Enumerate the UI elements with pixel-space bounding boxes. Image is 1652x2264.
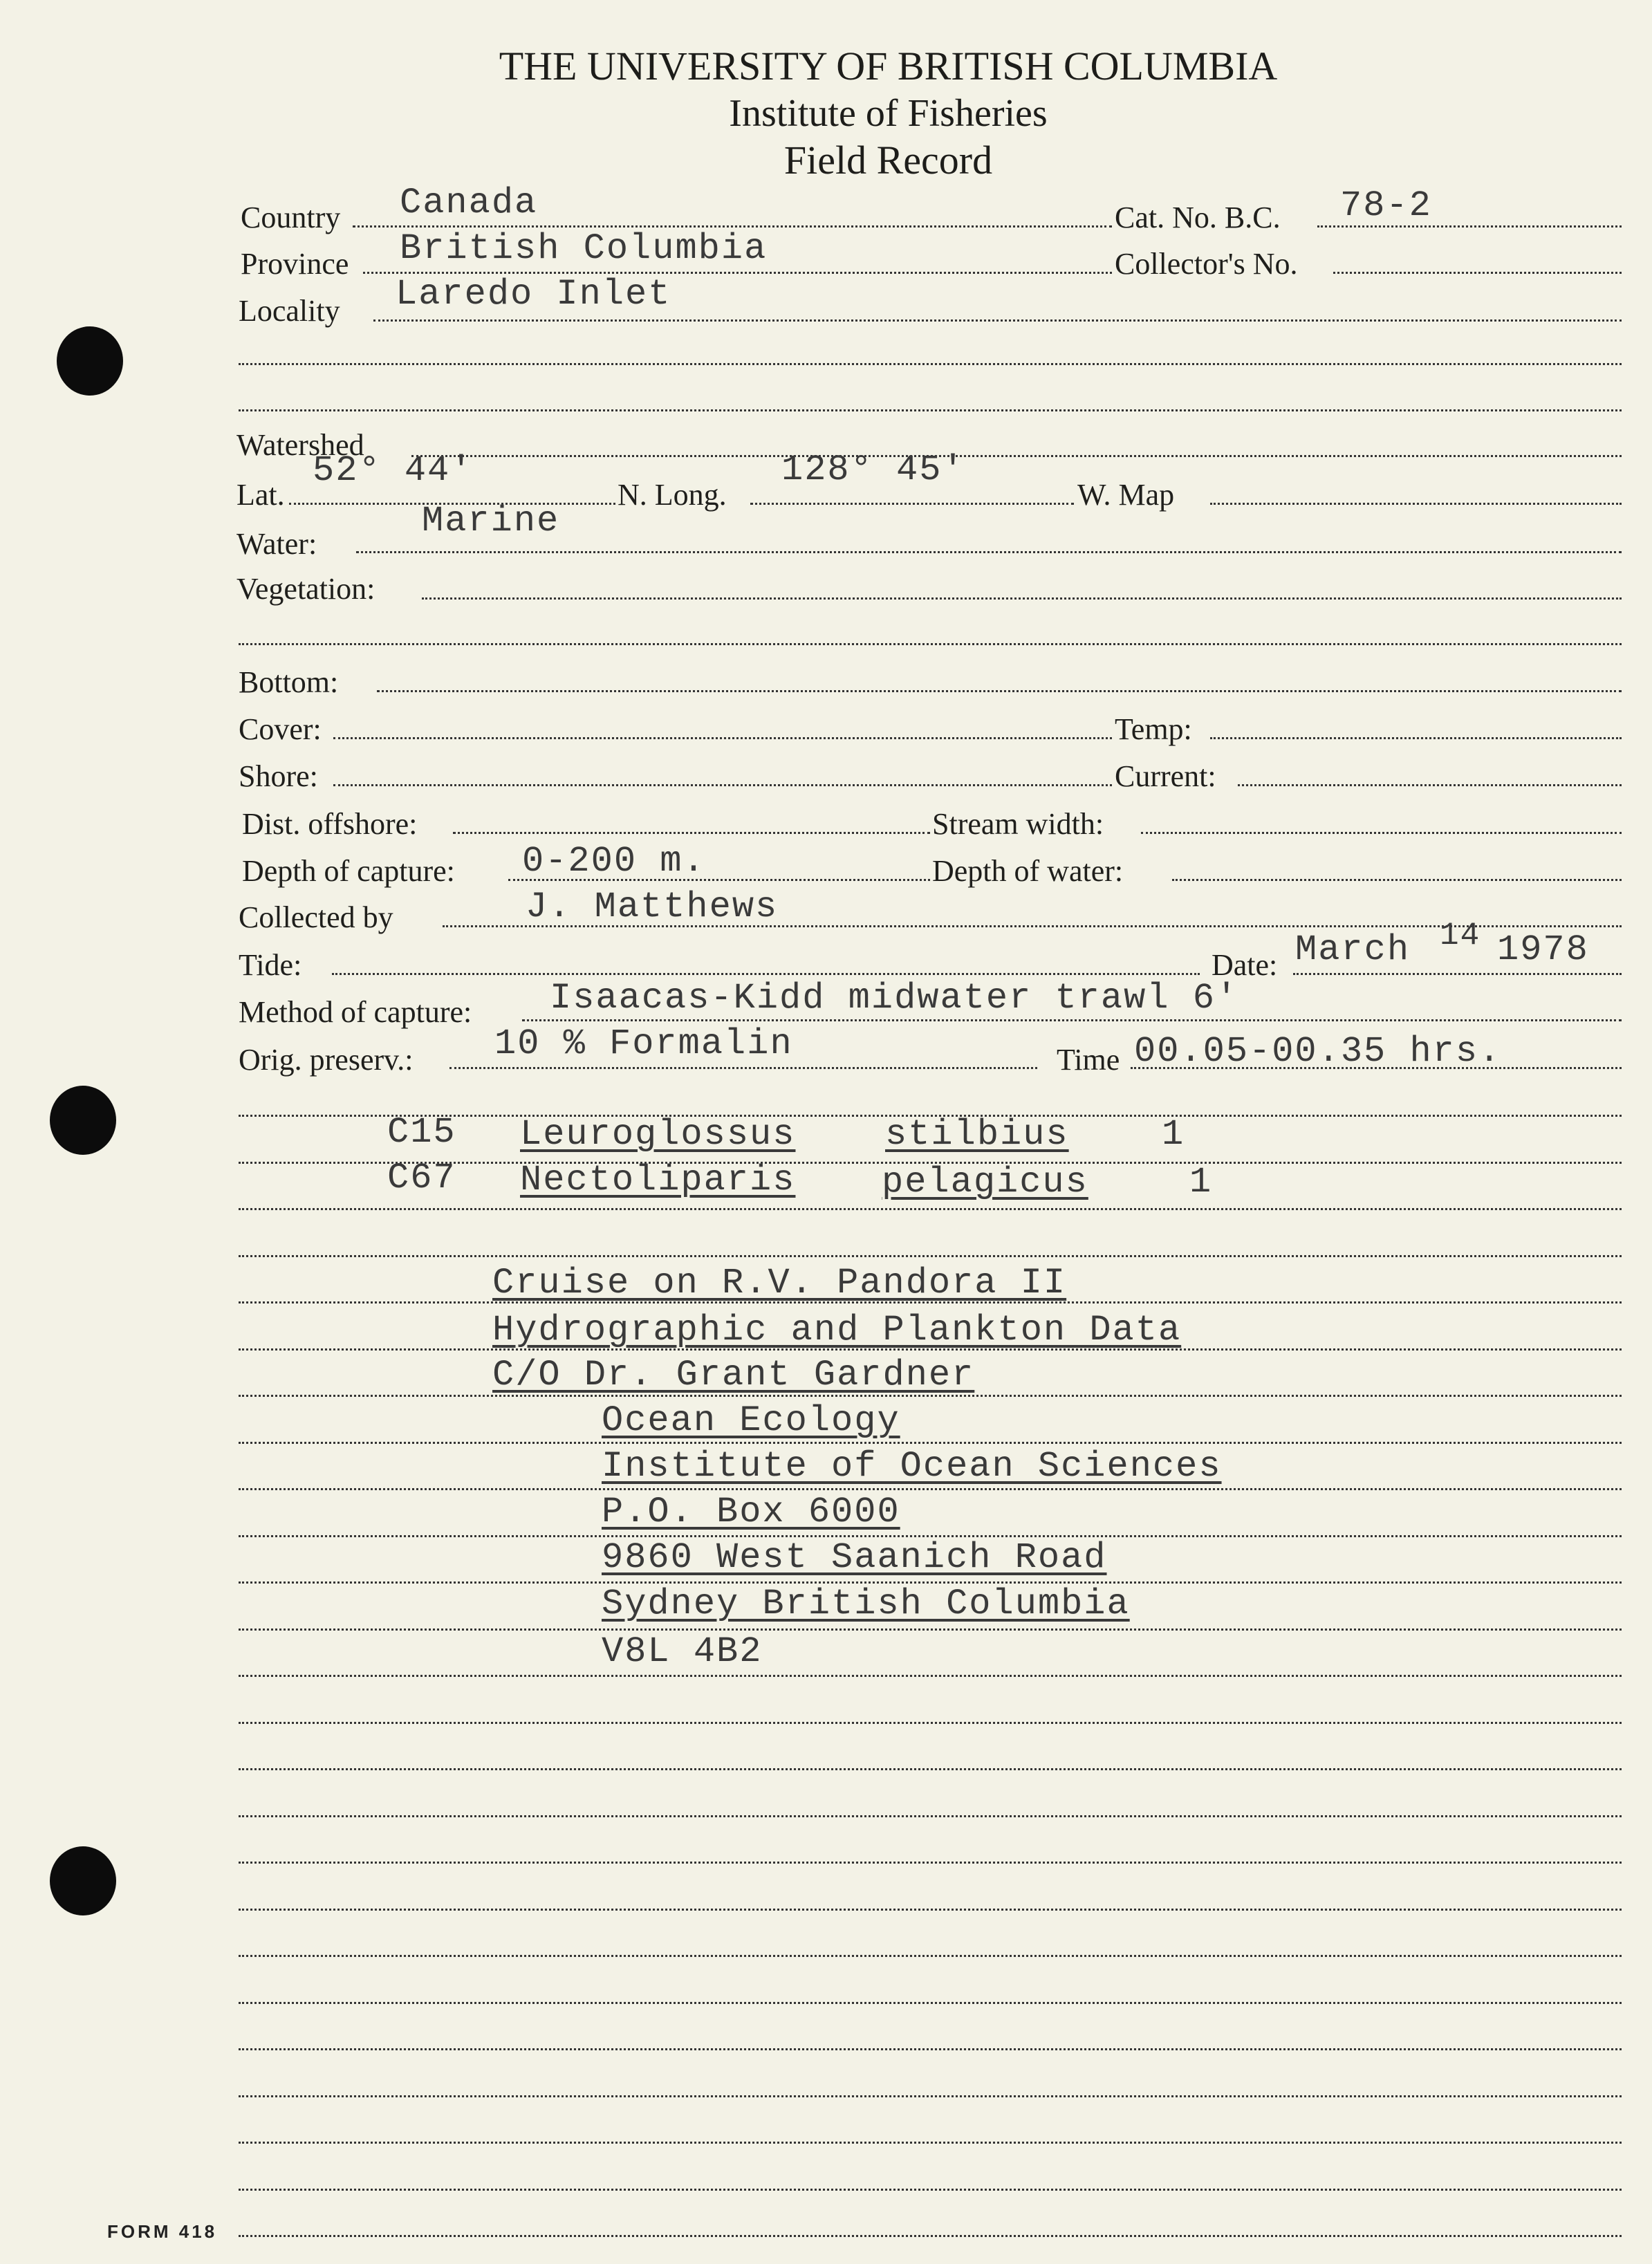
province-label: Province xyxy=(241,247,349,281)
note-line: V8L 4B2 xyxy=(602,1631,763,1672)
cat-no-label: Cat. No. B.C. xyxy=(1115,201,1281,234)
note-line: Ocean Ecology xyxy=(602,1400,900,1441)
ruled-line xyxy=(239,1955,1622,1957)
tide-label: Tide: xyxy=(239,948,302,982)
country-value: Canada xyxy=(400,183,538,223)
specimen-genus: Leuroglossus xyxy=(520,1114,796,1155)
time-label: Time xyxy=(1057,1043,1120,1077)
ruled-line xyxy=(239,2048,1622,2050)
record-title: Field Record xyxy=(783,138,993,183)
current-line xyxy=(1238,784,1622,786)
binder-hole-top xyxy=(57,326,123,396)
binder-hole-bottom xyxy=(50,1846,116,1915)
locality-line-3 xyxy=(239,409,1622,411)
ruled-line xyxy=(239,2095,1622,2097)
vegetation-label: Vegetation: xyxy=(236,572,375,606)
method-label: Method of capture: xyxy=(239,995,472,1029)
w-map-label: W. Map xyxy=(1077,478,1175,512)
note-line: C/O Dr. Grant Gardner xyxy=(492,1355,975,1395)
method-line xyxy=(522,1019,1622,1021)
note-line: Cruise on R.V. Pandora II xyxy=(492,1263,1067,1303)
shore-label: Shore: xyxy=(239,759,318,793)
ruled-line xyxy=(239,1208,1622,1210)
ruled-line xyxy=(239,1675,1622,1677)
watershed-label: Watershed xyxy=(236,428,364,462)
note-line: Institute of Ocean Sciences xyxy=(602,1446,1222,1487)
shore-line xyxy=(333,784,1112,786)
note-line: 9860 West Saanich Road xyxy=(602,1537,1107,1578)
water-line xyxy=(356,551,1622,553)
ruled-line xyxy=(239,2189,1622,2191)
collected-by-label: Collected by xyxy=(239,900,393,934)
specimen-genus: Nectoliparis xyxy=(520,1160,796,1200)
map-line xyxy=(1210,503,1622,505)
depth-capture-label: Depth of capture: xyxy=(242,854,455,888)
form-number: FORM 418 xyxy=(107,2221,218,2242)
vegetation-line xyxy=(422,597,1622,600)
ruled-line xyxy=(239,1629,1622,1631)
cat-no-value: 78-2 xyxy=(1340,185,1432,226)
ruled-line xyxy=(239,2142,1622,2144)
ruled-line xyxy=(239,1768,1622,1770)
vegetation-line-2 xyxy=(239,643,1622,645)
collected-by-value: J. Matthews xyxy=(526,887,779,927)
locality-line-2 xyxy=(239,363,1622,365)
lat-value: 52° 44' xyxy=(313,450,474,491)
lat-label: Lat. xyxy=(236,478,285,512)
binder-hole-middle xyxy=(50,1086,116,1155)
dist-offshore-line xyxy=(453,832,930,834)
bottom-label: Bottom: xyxy=(239,665,339,699)
locality-value: Laredo Inlet xyxy=(396,274,671,315)
long-value: 128° 45' xyxy=(781,449,965,490)
date-day-value: 14 xyxy=(1440,918,1481,954)
ruled-line xyxy=(239,1815,1622,1817)
collectors-no-line xyxy=(1333,272,1622,274)
country-line xyxy=(353,225,1112,228)
orig-preserv-line xyxy=(449,1067,1037,1069)
date-month-value: March xyxy=(1295,929,1411,970)
long-line xyxy=(750,503,1074,505)
collectors-no-label: Collector's No. xyxy=(1115,247,1298,281)
orig-preserv-label: Orig. preserv.: xyxy=(239,1043,414,1077)
cover-line xyxy=(333,737,1112,739)
ruled-line xyxy=(239,1488,1622,1490)
method-value: Isaacas-Kidd midwater trawl 6' xyxy=(550,978,1239,1019)
specimen-species: pelagicus xyxy=(882,1162,1088,1203)
water-label: Water: xyxy=(236,527,317,561)
depth-capture-value: 0-200 m. xyxy=(522,841,706,882)
stream-width-line xyxy=(1141,832,1622,834)
locality-label: Locality xyxy=(239,294,340,328)
stream-width-label: Stream width: xyxy=(932,807,1104,841)
temp-label: Temp: xyxy=(1115,712,1192,746)
university-title: THE UNIVERSITY OF BRITISH COLUMBIA xyxy=(499,44,1278,89)
ruled-line xyxy=(239,1722,1622,1724)
ruled-line xyxy=(239,1255,1622,1257)
specimen-code: C67 xyxy=(387,1158,456,1198)
current-label: Current: xyxy=(1115,759,1216,793)
ruled-line xyxy=(239,2235,1622,2237)
n-long-label: N. Long. xyxy=(618,478,727,512)
cover-label: Cover: xyxy=(239,712,322,746)
temp-line xyxy=(1210,737,1622,739)
orig-preserv-value: 10 % Formalin xyxy=(494,1023,793,1064)
bottom-line xyxy=(377,690,1622,692)
institute-title: Institute of Fisheries xyxy=(729,92,1048,135)
country-label: Country xyxy=(241,201,341,234)
water-value: Marine xyxy=(422,501,560,541)
specimen-code: C15 xyxy=(387,1112,456,1153)
date-line xyxy=(1293,973,1622,975)
depth-water-label: Depth of water: xyxy=(932,854,1124,888)
specimen-species: stilbius xyxy=(885,1114,1069,1155)
dist-offshore-label: Dist. offshore: xyxy=(242,807,418,841)
ruled-line xyxy=(239,1442,1622,1444)
date-year-value: 1978 xyxy=(1497,929,1589,970)
note-line: P.O. Box 6000 xyxy=(602,1492,900,1532)
locality-line xyxy=(373,319,1622,322)
date-label: Date: xyxy=(1212,948,1278,982)
province-value: British Columbia xyxy=(400,228,768,269)
ruled-line xyxy=(239,1862,1622,1864)
time-value: 00.05-00.35 hrs. xyxy=(1134,1031,1502,1072)
ruled-line xyxy=(239,1909,1622,1911)
specimen-count: 1 xyxy=(1162,1114,1185,1155)
tide-line xyxy=(332,973,1200,975)
watershed-line xyxy=(411,455,1622,457)
note-line: Sydney British Columbia xyxy=(602,1584,1130,1624)
note-line: Hydrographic and Plankton Data xyxy=(492,1310,1182,1351)
depth-water-line xyxy=(1172,879,1622,881)
specimen-count: 1 xyxy=(1189,1162,1213,1203)
ruled-line xyxy=(239,2002,1622,2004)
